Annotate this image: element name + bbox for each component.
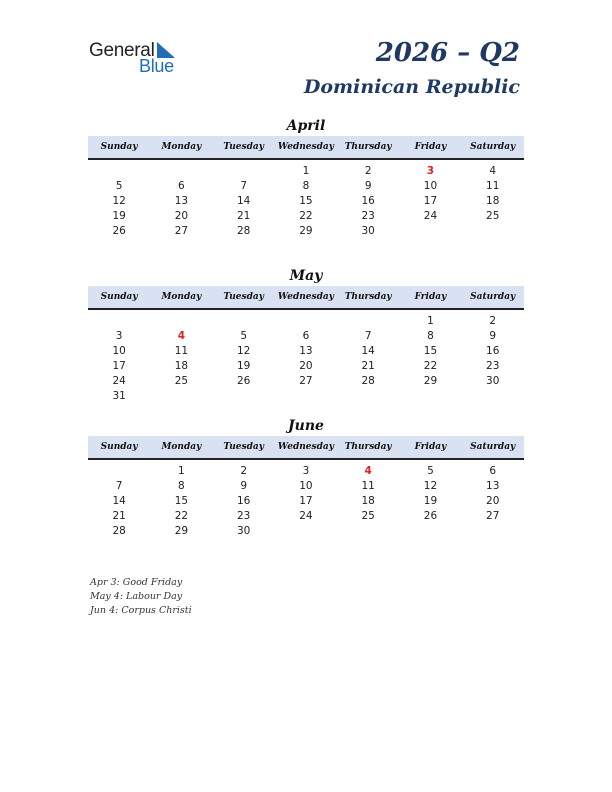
day-cell: 28 bbox=[361, 375, 375, 387]
page-title: 2026 – Q2 bbox=[375, 38, 520, 68]
holiday-notes bbox=[90, 576, 192, 618]
day-cell: 10 bbox=[423, 180, 438, 192]
country-subtitle: Dominican Republic bbox=[303, 76, 520, 98]
day-cell: 9 bbox=[240, 480, 247, 492]
empty-day-cell bbox=[275, 389, 337, 404]
day-cell: 18 bbox=[361, 495, 375, 507]
day-cell: 17 bbox=[299, 495, 313, 507]
day-cell: 8 bbox=[302, 180, 310, 192]
month-calendar-may bbox=[88, 266, 524, 404]
weekday-label: Monday bbox=[161, 442, 202, 452]
weekday-label: Thursday bbox=[344, 442, 392, 452]
day-cell: 9 bbox=[364, 180, 372, 192]
day-cell: 7 bbox=[240, 180, 247, 192]
weekday-header-row bbox=[88, 436, 524, 460]
empty-day-cell bbox=[462, 389, 524, 404]
week-row bbox=[88, 479, 524, 494]
empty-day-cell bbox=[88, 464, 150, 479]
weekday-label: Tuesday bbox=[223, 142, 264, 152]
weeks bbox=[88, 310, 524, 404]
weeks bbox=[88, 160, 524, 239]
day-cell: 12 bbox=[423, 480, 438, 492]
weekday-label: Friday bbox=[414, 292, 447, 302]
weekday-header-row bbox=[88, 136, 524, 160]
day-cell: 29 bbox=[174, 525, 189, 537]
day-cell: 4 bbox=[364, 465, 372, 477]
day-cell: 20 bbox=[299, 360, 313, 372]
weekday-label: Saturday bbox=[470, 442, 516, 452]
holiday-note: Jun 4: Corpus Christi bbox=[90, 605, 192, 616]
weekday-label: Friday bbox=[414, 142, 447, 152]
day-cell: 3 bbox=[115, 330, 123, 342]
weekday-label: Saturday bbox=[470, 142, 516, 152]
day-cell: 30 bbox=[236, 525, 251, 537]
weekday-label: Thursday bbox=[344, 292, 392, 302]
day-cell: 25 bbox=[486, 210, 500, 222]
day-cell: 3 bbox=[302, 465, 310, 477]
logo-text-general: General bbox=[89, 40, 155, 61]
day-cell: 13 bbox=[299, 345, 313, 357]
empty-day-cell bbox=[337, 524, 399, 539]
week-row bbox=[88, 314, 524, 329]
day-cell: 6 bbox=[489, 465, 497, 477]
day-cell: 15 bbox=[299, 195, 313, 207]
day-cell: 10 bbox=[112, 345, 126, 357]
day-cell: 7 bbox=[364, 330, 372, 342]
day-cell: 22 bbox=[423, 360, 438, 372]
empty-day-cell bbox=[337, 314, 399, 329]
day-cell: 30 bbox=[361, 225, 375, 237]
day-cell: 21 bbox=[112, 510, 126, 522]
day-cell: 14 bbox=[361, 345, 375, 357]
day-cell: 17 bbox=[112, 360, 126, 372]
week-row bbox=[88, 509, 524, 524]
weeks bbox=[88, 460, 524, 539]
day-cell: 8 bbox=[178, 480, 185, 492]
day-cell: 15 bbox=[423, 345, 438, 357]
day-cell: 24 bbox=[112, 375, 126, 387]
day-cell: 25 bbox=[174, 375, 189, 387]
day-cell: 21 bbox=[361, 360, 375, 372]
week-row bbox=[88, 329, 524, 344]
day-cell: 2 bbox=[240, 465, 247, 477]
day-cell: 4 bbox=[177, 330, 186, 342]
empty-day-cell bbox=[399, 524, 461, 539]
day-cell: 2 bbox=[489, 315, 497, 327]
day-cell: 7 bbox=[115, 480, 123, 492]
day-cell: 1 bbox=[302, 165, 310, 177]
week-row bbox=[88, 359, 524, 374]
day-cell: 27 bbox=[486, 510, 500, 522]
day-cell: 28 bbox=[236, 225, 251, 237]
logo-text-blue: Blue bbox=[139, 56, 174, 76]
weekday-label: Thursday bbox=[344, 142, 392, 152]
week-row bbox=[88, 194, 524, 209]
day-cell: 11 bbox=[486, 180, 500, 192]
day-cell: 2 bbox=[364, 165, 372, 177]
holiday-note: May 4: Labour Day bbox=[90, 591, 183, 602]
weekday-label: Wednesday bbox=[277, 442, 334, 452]
weekday-label: Wednesday bbox=[277, 292, 334, 302]
day-cell: 22 bbox=[174, 510, 189, 522]
day-cell: 29 bbox=[299, 225, 313, 237]
day-cell: 10 bbox=[299, 480, 313, 492]
day-cell: 25 bbox=[361, 510, 375, 522]
day-cell: 26 bbox=[423, 510, 438, 522]
day-cell: 13 bbox=[174, 195, 189, 207]
day-cell: 13 bbox=[486, 480, 500, 492]
day-cell: 14 bbox=[112, 495, 126, 507]
week-row bbox=[88, 344, 524, 359]
empty-day-cell bbox=[275, 314, 337, 329]
day-cell: 8 bbox=[427, 330, 434, 342]
week-row bbox=[88, 389, 524, 404]
day-cell: 1 bbox=[427, 315, 434, 327]
day-cell: 23 bbox=[361, 210, 375, 222]
day-cell: 29 bbox=[423, 375, 438, 387]
day-cell: 28 bbox=[112, 525, 126, 537]
brand-logo bbox=[89, 40, 189, 76]
week-row bbox=[88, 164, 524, 179]
day-cell: 5 bbox=[115, 180, 123, 192]
day-cell: 5 bbox=[427, 465, 434, 477]
day-cell: 19 bbox=[423, 495, 438, 507]
holiday-note: Apr 3: Good Friday bbox=[90, 577, 183, 588]
empty-day-cell bbox=[213, 389, 275, 404]
empty-day-cell bbox=[150, 314, 212, 329]
day-cell: 31 bbox=[112, 390, 126, 402]
weekday-label: Wednesday bbox=[277, 142, 334, 152]
day-cell: 19 bbox=[236, 360, 251, 372]
weekday-label: Friday bbox=[414, 442, 447, 452]
week-row bbox=[88, 464, 524, 479]
empty-day-cell bbox=[399, 224, 461, 239]
weekday-label: Sunday bbox=[100, 292, 138, 302]
day-cell: 27 bbox=[299, 375, 313, 387]
month-calendar-april bbox=[88, 116, 524, 239]
day-cell: 23 bbox=[486, 360, 500, 372]
week-row bbox=[88, 524, 524, 539]
day-cell: 16 bbox=[486, 345, 500, 357]
weekday-header-row bbox=[88, 286, 524, 310]
weekday-label: Monday bbox=[161, 292, 202, 302]
day-cell: 22 bbox=[299, 210, 313, 222]
day-cell: 9 bbox=[489, 330, 497, 342]
day-cell: 17 bbox=[423, 195, 438, 207]
day-cell: 30 bbox=[486, 375, 500, 387]
month-name: April bbox=[286, 118, 326, 134]
weekday-label: Tuesday bbox=[223, 442, 264, 452]
day-cell: 20 bbox=[486, 495, 500, 507]
day-cell: 16 bbox=[236, 495, 251, 507]
week-row bbox=[88, 494, 524, 509]
day-cell: 18 bbox=[174, 360, 189, 372]
month-calendar-june bbox=[88, 416, 524, 539]
day-cell: 18 bbox=[486, 195, 500, 207]
empty-day-cell bbox=[88, 164, 150, 179]
weekday-label: Tuesday bbox=[223, 292, 264, 302]
day-cell: 11 bbox=[361, 480, 375, 492]
weekday-label: Monday bbox=[161, 142, 202, 152]
week-row bbox=[88, 209, 524, 224]
day-cell: 24 bbox=[423, 210, 438, 222]
day-cell: 12 bbox=[236, 345, 251, 357]
day-cell: 11 bbox=[174, 345, 189, 357]
empty-day-cell bbox=[462, 524, 524, 539]
day-cell: 27 bbox=[174, 225, 189, 237]
day-cell: 1 bbox=[178, 465, 185, 477]
empty-day-cell bbox=[337, 389, 399, 404]
empty-day-cell bbox=[150, 164, 212, 179]
empty-day-cell bbox=[213, 314, 275, 329]
empty-day-cell bbox=[213, 164, 275, 179]
day-cell: 14 bbox=[236, 195, 251, 207]
day-cell: 19 bbox=[112, 210, 126, 222]
month-name: May bbox=[289, 268, 323, 284]
day-cell: 5 bbox=[240, 330, 247, 342]
day-cell: 21 bbox=[236, 210, 251, 222]
weekday-label: Sunday bbox=[100, 442, 138, 452]
day-cell: 4 bbox=[489, 165, 497, 177]
day-cell: 3 bbox=[426, 165, 435, 177]
empty-day-cell bbox=[399, 389, 461, 404]
empty-day-cell bbox=[275, 524, 337, 539]
day-cell: 26 bbox=[236, 375, 251, 387]
week-row bbox=[88, 224, 524, 239]
empty-day-cell bbox=[462, 224, 524, 239]
empty-day-cell bbox=[150, 389, 212, 404]
weekday-label: Saturday bbox=[470, 292, 516, 302]
day-cell: 23 bbox=[236, 510, 251, 522]
day-cell: 26 bbox=[112, 225, 126, 237]
month-name: June bbox=[288, 418, 324, 434]
day-cell: 16 bbox=[361, 195, 375, 207]
day-cell: 6 bbox=[302, 330, 310, 342]
week-row bbox=[88, 179, 524, 194]
day-cell: 12 bbox=[112, 195, 126, 207]
day-cell: 20 bbox=[174, 210, 189, 222]
day-cell: 6 bbox=[178, 180, 185, 192]
week-row bbox=[88, 374, 524, 389]
day-cell: 15 bbox=[174, 495, 189, 507]
day-cell: 24 bbox=[299, 510, 313, 522]
weekday-label: Sunday bbox=[100, 142, 138, 152]
empty-day-cell bbox=[88, 314, 150, 329]
